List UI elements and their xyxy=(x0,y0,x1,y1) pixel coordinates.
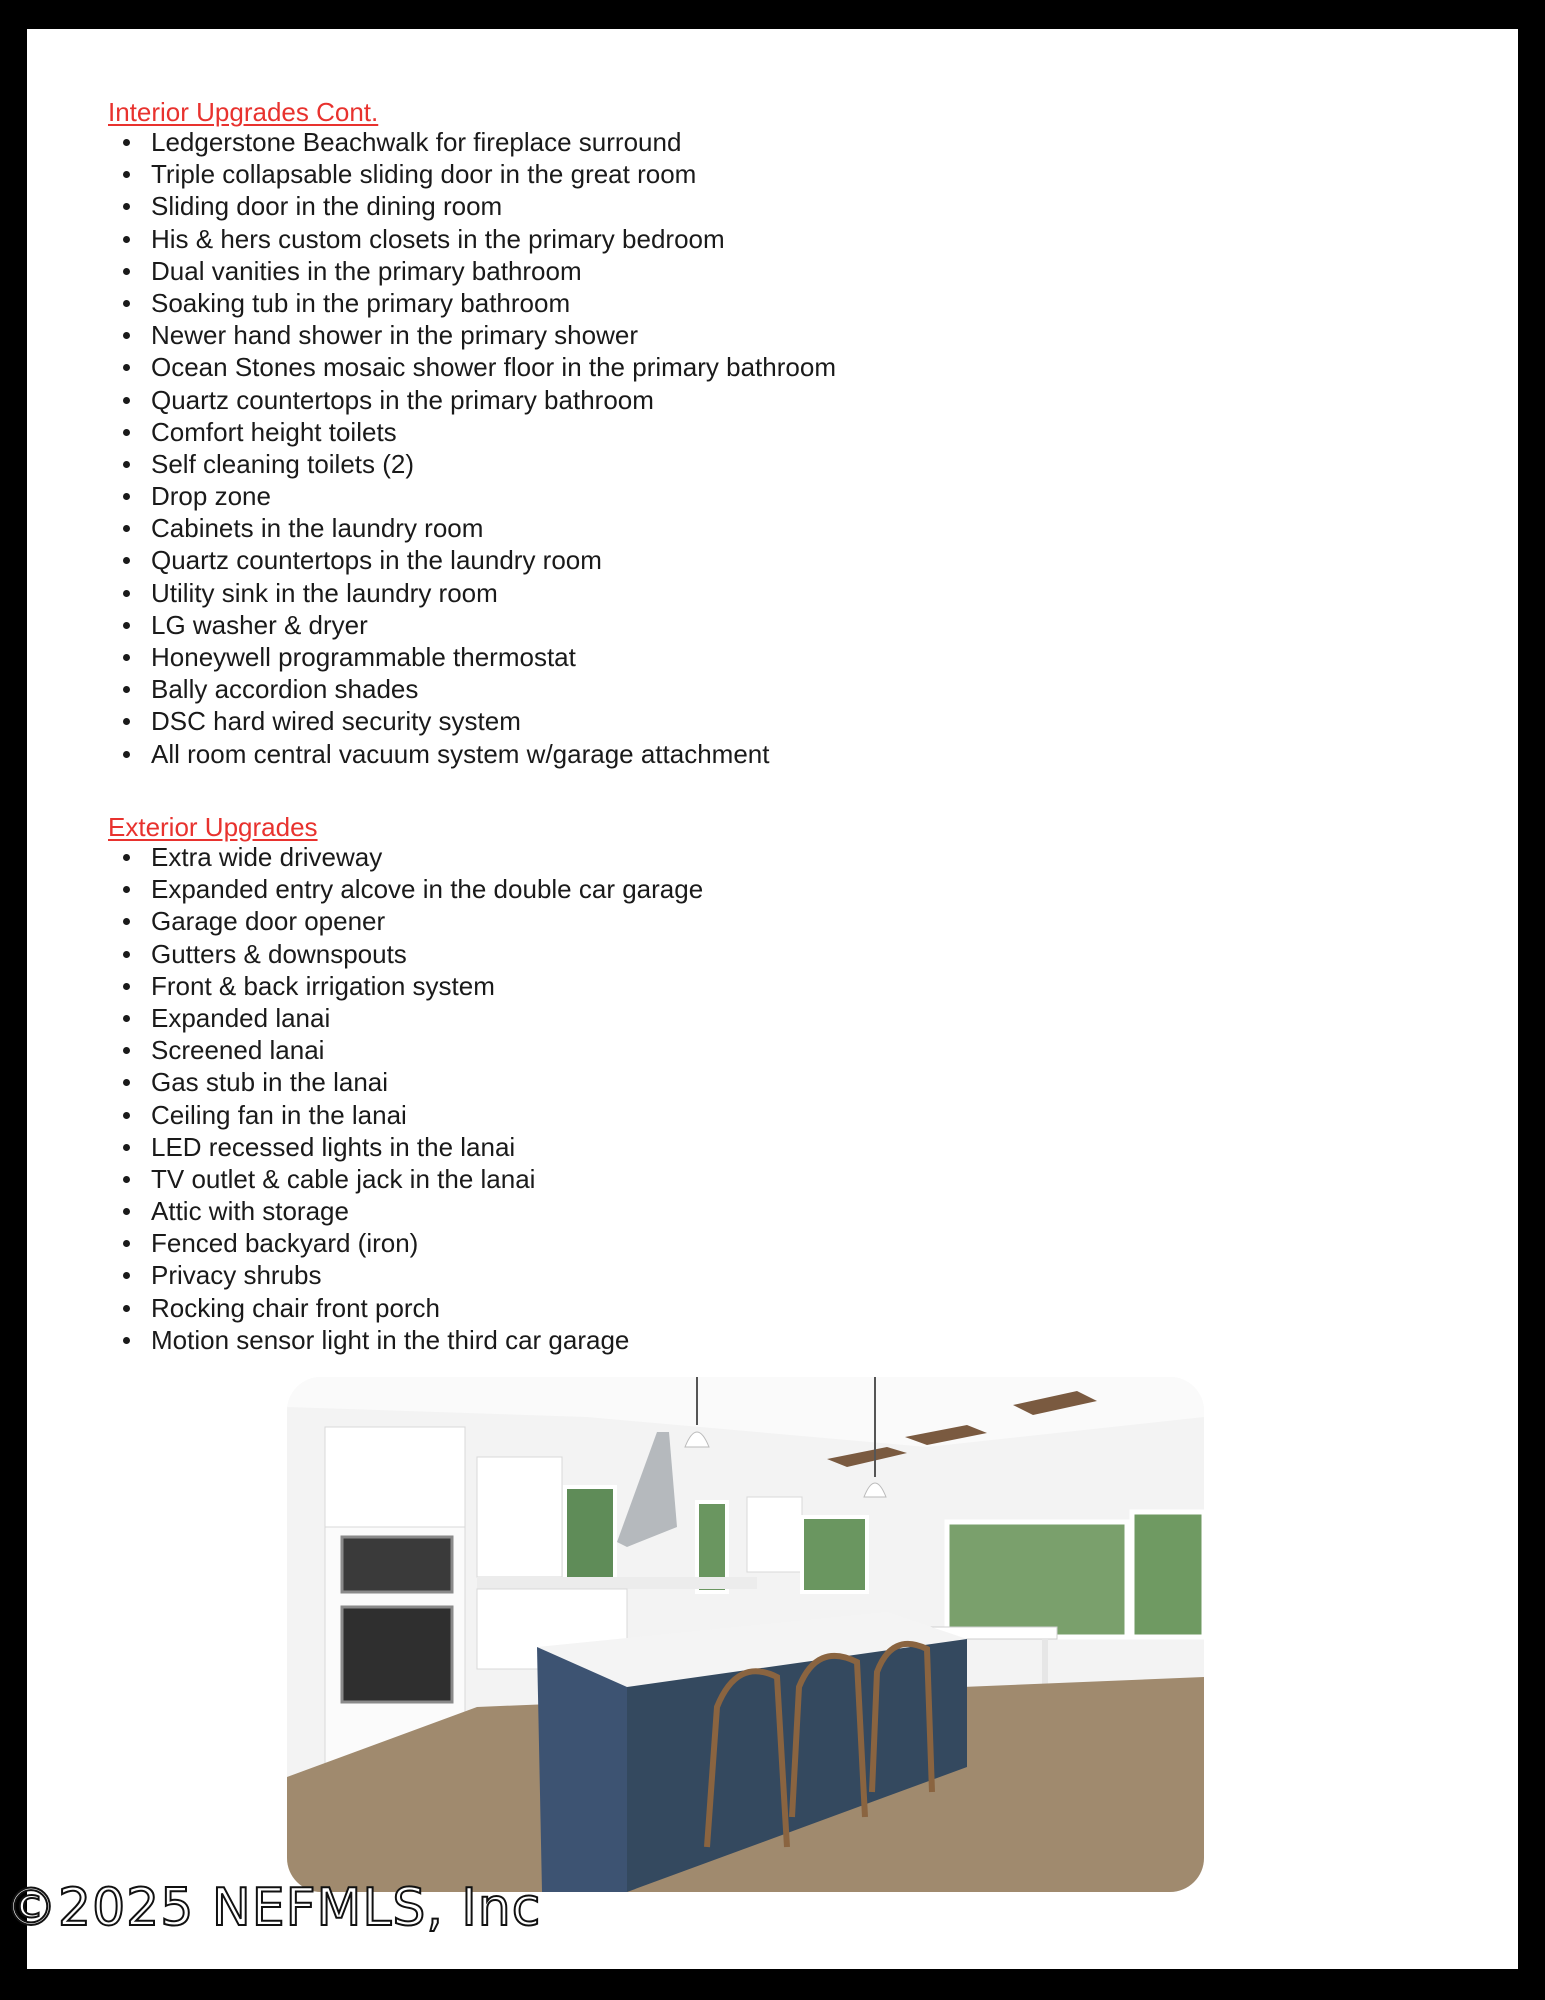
list-item-text: LED recessed lights in the lanai xyxy=(151,1131,516,1162)
bullet-icon xyxy=(123,493,130,500)
list-item xyxy=(108,1227,703,1259)
list-item xyxy=(108,1259,703,1291)
list-item xyxy=(108,223,836,255)
list-item-text: Gutters & downspouts xyxy=(151,938,407,969)
bullet-icon xyxy=(123,622,130,629)
bullet-icon xyxy=(123,751,130,758)
bullet-icon xyxy=(123,332,130,339)
list-item-text: TV outlet & cable jack in the lanai xyxy=(151,1163,536,1194)
list-item xyxy=(108,1195,703,1227)
bullet-icon xyxy=(123,1047,130,1054)
list-item xyxy=(108,384,836,416)
list-item xyxy=(108,1131,703,1163)
bullet-icon xyxy=(123,654,130,661)
list-item xyxy=(108,512,836,544)
list-item xyxy=(108,905,703,937)
list-item-text: Honeywell programmable thermostat xyxy=(151,642,576,672)
list-item xyxy=(108,1324,703,1356)
list-item-text: Privacy shrubs xyxy=(151,1260,322,1291)
bullet-icon xyxy=(123,429,130,436)
exterior-upgrades-list xyxy=(108,841,703,1356)
bullet-icon xyxy=(123,525,130,532)
exterior-upgrades-heading: Exterior Upgrades xyxy=(108,812,318,842)
list-item xyxy=(108,544,836,576)
list-item-text: Expanded entry alcove in the double car garage xyxy=(151,874,704,905)
bullet-icon xyxy=(123,718,130,725)
bullet-icon xyxy=(123,1305,130,1312)
bullet-icon xyxy=(123,397,130,404)
list-item-text: Bally accordion shades xyxy=(151,674,419,705)
list-item-text: Soaking tub in the primary bathroom xyxy=(151,287,571,318)
list-item xyxy=(108,1002,703,1034)
list-item-text: Newer hand shower in the primary shower xyxy=(151,320,638,351)
list-item-text: Ceiling fan in the lanai xyxy=(151,1099,407,1130)
bullet-icon xyxy=(123,951,130,958)
list-item-text: Utility sink in the laundry room xyxy=(151,577,498,608)
list-item xyxy=(108,190,836,222)
list-item-text: Sliding door in the dining room xyxy=(151,191,503,222)
list-item xyxy=(108,1034,703,1066)
list-item-text: Garage door opener xyxy=(151,906,386,937)
interior-upgrades-list xyxy=(108,126,836,770)
bullet-icon xyxy=(123,1240,130,1247)
bullet-icon xyxy=(123,461,130,468)
list-item xyxy=(108,1066,703,1098)
bullet-icon xyxy=(123,171,130,178)
list-item-text: Ocean Stones mosaic shower floor in the primary bathroom xyxy=(151,352,836,383)
list-item xyxy=(108,705,836,737)
bullet-icon xyxy=(123,686,130,693)
list-item-text: Screened lanai xyxy=(151,1035,325,1066)
list-item xyxy=(108,126,836,158)
list-item xyxy=(108,673,836,705)
list-item-text: Attic with storage xyxy=(151,1196,349,1227)
list-item-text: LG washer & dryer xyxy=(151,609,368,640)
interior-upgrades-heading: Interior Upgrades Cont. xyxy=(108,97,379,127)
bullet-icon xyxy=(123,236,130,243)
bullet-icon xyxy=(123,1337,130,1344)
list-item-text: Comfort height toilets xyxy=(151,416,397,447)
bullet-icon xyxy=(123,1079,130,1086)
list-item xyxy=(108,448,836,480)
bullet-icon xyxy=(123,1208,130,1215)
bullet-icon xyxy=(123,918,130,925)
bullet-icon xyxy=(123,886,130,893)
list-item-text: His & hers custom closets in the primary bedroom xyxy=(151,223,725,254)
list-item-text: Rocking chair front porch xyxy=(151,1292,441,1323)
list-item-text: Self cleaning toilets (2) xyxy=(151,448,415,479)
bullet-icon xyxy=(123,364,130,371)
list-item-text: Triple collapsable sliding door in the great room xyxy=(151,159,697,190)
bullet-icon xyxy=(123,1144,130,1151)
list-item-text: Expanded lanai xyxy=(151,1002,331,1033)
list-item xyxy=(108,641,836,673)
list-item xyxy=(108,319,836,351)
bullet-icon xyxy=(123,1272,130,1279)
bullet-icon xyxy=(123,1015,130,1022)
list-item xyxy=(108,158,836,190)
bullet-icon xyxy=(123,1112,130,1119)
list-item-text: Quartz countertops in the primary bathroom xyxy=(151,384,654,415)
list-item-text: DSC hard wired security system xyxy=(151,706,521,737)
list-item xyxy=(108,873,703,905)
list-item-text: Gas stub in the lanai xyxy=(151,1067,389,1098)
list-item-text: Dual vanities in the primary bathroom xyxy=(151,255,582,286)
list-item xyxy=(108,416,836,448)
list-item xyxy=(108,577,836,609)
bullet-icon xyxy=(123,983,130,990)
list-item xyxy=(108,841,703,873)
bullet-icon xyxy=(123,268,130,275)
bullet-icon xyxy=(123,139,130,146)
list-item xyxy=(108,1292,703,1324)
list-item xyxy=(108,738,836,770)
bullet-icon xyxy=(123,1176,130,1183)
list-item xyxy=(108,1163,703,1195)
list-item xyxy=(108,480,836,512)
list-item xyxy=(108,255,836,287)
bullet-icon xyxy=(123,203,130,210)
list-item-text: Motion sensor light in the third car garage xyxy=(151,1324,630,1355)
list-item-text: Cabinets in the laundry room xyxy=(151,513,484,544)
list-item-text: Drop zone xyxy=(151,481,271,512)
copyright-watermark: ©2025 NEFMLS, Inc xyxy=(5,1878,542,1938)
list-item xyxy=(108,287,836,319)
list-item xyxy=(108,609,836,641)
list-item-text: Quartz countertops in the laundry room xyxy=(151,545,602,576)
bullet-icon xyxy=(123,557,130,564)
list-item-text: All room central vacuum system w/garage attachment xyxy=(151,738,770,769)
list-item xyxy=(108,970,703,1002)
list-item xyxy=(108,351,836,383)
kitchen-photo xyxy=(287,1377,1204,1892)
bullet-icon xyxy=(123,590,130,597)
bullet-icon xyxy=(123,854,130,861)
list-item-text: Ledgerstone Beachwalk for fireplace surround xyxy=(151,127,682,157)
list-item xyxy=(108,938,703,970)
list-item-text: Fenced backyard (iron) xyxy=(151,1228,419,1259)
list-item xyxy=(108,1099,703,1131)
list-item-text: Extra wide driveway xyxy=(151,842,383,872)
list-item-text: Front & back irrigation system xyxy=(151,970,495,1001)
bullet-icon xyxy=(123,300,130,307)
